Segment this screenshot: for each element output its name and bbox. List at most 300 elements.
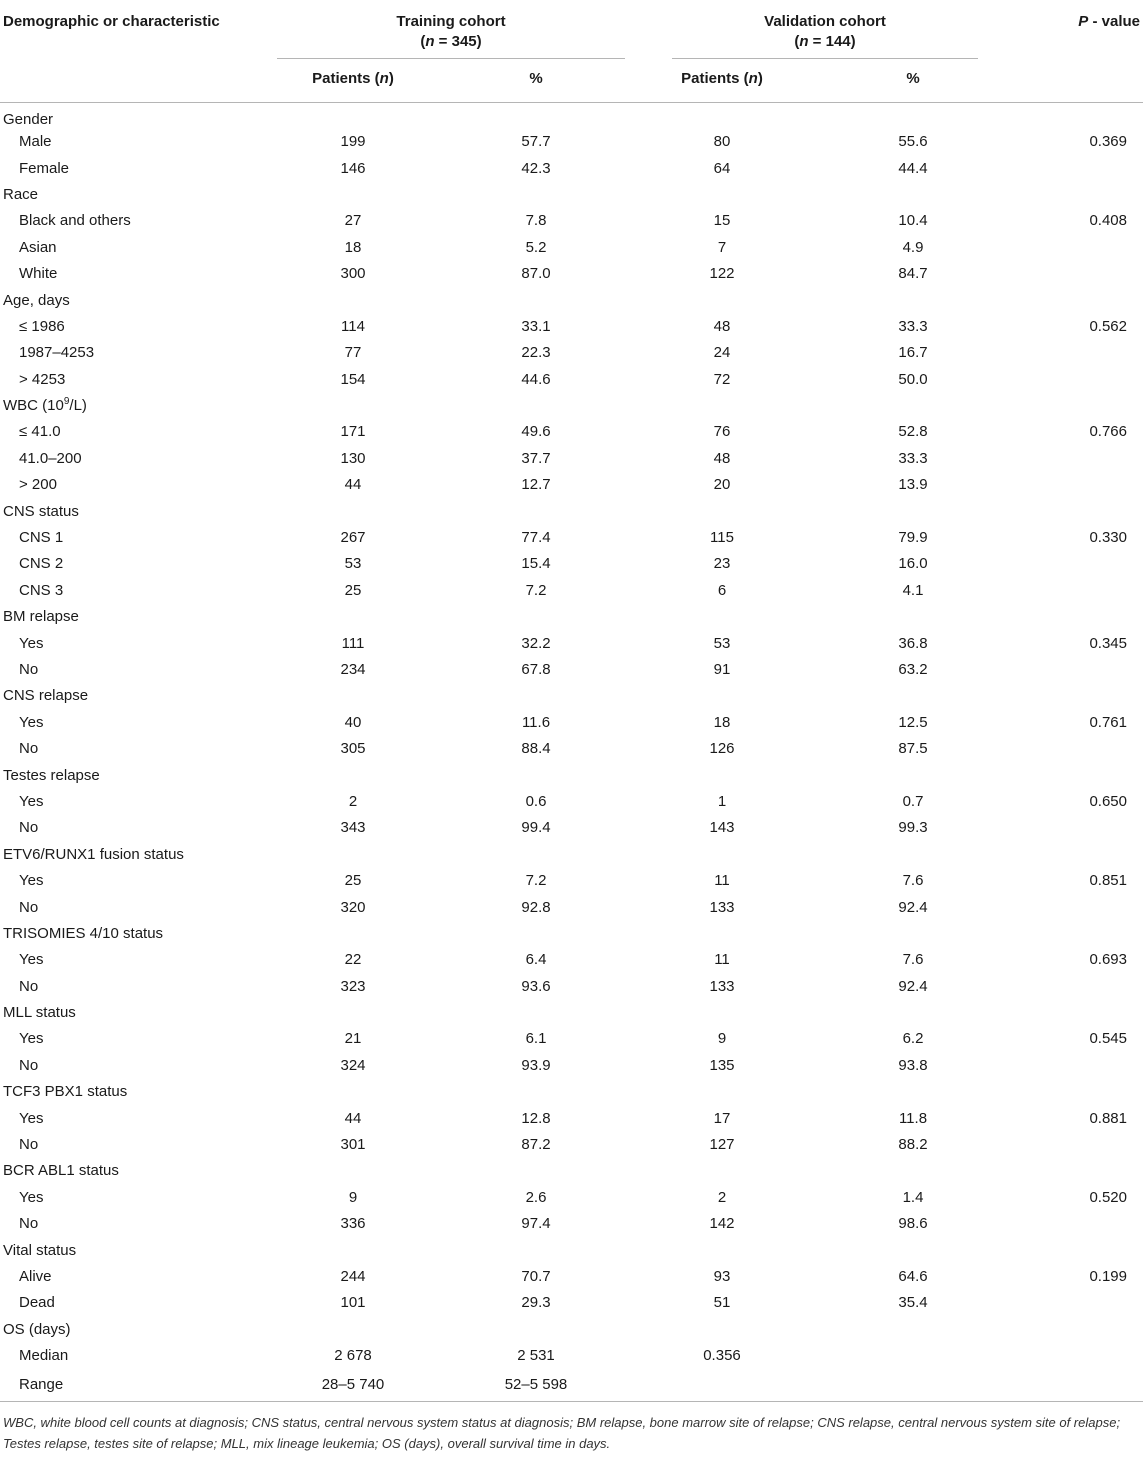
training-patients-cell: 27 <box>344 212 362 230</box>
training-patients-cell <box>268 287 438 313</box>
training-percent-cell: 92.8 <box>521 898 551 916</box>
table-section-row <box>0 1237 1143 1263</box>
validation-percent-cell: 16.7 <box>898 344 928 362</box>
validation-patients-cell: 72 <box>713 370 731 388</box>
validation-percent-cell: 33.3 <box>898 317 928 335</box>
validation-patients-cell <box>634 762 810 788</box>
row-label: Yes <box>19 713 44 731</box>
validation-percent-cell: 16.0 <box>898 555 928 573</box>
validation-percent-cell: 44.4 <box>898 159 928 177</box>
validation-patients-cell <box>634 498 810 524</box>
training-percent-cell: 2.6 <box>525 1188 547 1206</box>
validation-percent-cell <box>810 920 1016 946</box>
validation-patients-cell: 133 <box>709 898 735 916</box>
row-label: Median <box>19 1347 69 1365</box>
row-label: Yes <box>19 792 44 810</box>
training-patients-cell: 301 <box>340 1136 366 1154</box>
row-label: Yes <box>19 634 44 652</box>
training-percent-cell: 6.4 <box>525 951 547 969</box>
training-percent-cell <box>438 392 634 418</box>
validation-patients-cell <box>634 392 810 418</box>
p-value-cell <box>1016 181 1143 207</box>
validation-patients-cell: 126 <box>709 740 735 758</box>
row-label: Yes <box>19 1188 44 1206</box>
validation-percent-cell: 35.4 <box>898 1294 928 1312</box>
table-row <box>0 1342 1143 1368</box>
table-section-row <box>0 762 1143 788</box>
table-row <box>0 815 1143 841</box>
training-patients-cell: 130 <box>340 449 366 467</box>
p-value-cell <box>1016 656 1143 682</box>
training-percent-cell <box>438 102 634 129</box>
section-label: OS (days) <box>3 1320 71 1338</box>
p-value-cell <box>1016 366 1143 392</box>
validation-patients-cell: 133 <box>709 977 735 995</box>
validation-patients-cell: 48 <box>713 449 731 467</box>
validation-patients-cell: 135 <box>709 1056 735 1074</box>
training-percent-cell: 57.7 <box>521 133 551 151</box>
p-value-cell: 0.199 <box>1089 1267 1127 1285</box>
p-value-cell: 0.545 <box>1089 1030 1127 1048</box>
training-patients-cell: 146 <box>340 159 366 177</box>
header-training-percent: % <box>438 60 634 102</box>
table-section-row <box>0 920 1143 946</box>
validation-percent-cell: 93.8 <box>898 1056 928 1074</box>
training-patients-cell: 101 <box>340 1294 366 1312</box>
training-percent-cell <box>438 999 634 1025</box>
section-label: Testes relapse <box>3 766 100 784</box>
row-label: Yes <box>19 1109 44 1127</box>
training-percent-cell: 44.6 <box>521 370 551 388</box>
validation-patients-cell <box>634 102 810 129</box>
row-label: Asian <box>19 238 57 256</box>
validation-percent-cell: 11.8 <box>898 1109 928 1127</box>
validation-patients-cell: 93 <box>713 1267 731 1285</box>
table-section-row <box>0 999 1143 1025</box>
row-label: No <box>19 977 39 995</box>
validation-cohort-rule <box>672 58 978 59</box>
section-label: TRISOMIES 4/10 status <box>3 924 164 942</box>
validation-percent-cell: 12.5 <box>898 713 928 731</box>
section-label: CNS status <box>3 502 79 520</box>
training-patients-cell <box>268 1158 438 1184</box>
validation-patients-cell <box>634 683 810 709</box>
p-value-cell <box>1016 1131 1143 1157</box>
p-value-cell <box>1016 762 1143 788</box>
row-label: 1987–4253 <box>19 344 95 362</box>
validation-patients-cell <box>634 999 810 1025</box>
validation-percent-cell <box>810 181 1016 207</box>
section-label: BM relapse <box>3 608 79 626</box>
validation-patients-cell: 115 <box>710 529 734 547</box>
validation-percent-cell <box>810 1342 1016 1368</box>
validation-cohort-title: Validation cohort <box>764 13 886 30</box>
validation-percent-cell: 88.2 <box>898 1136 928 1154</box>
p-value-cell <box>1016 577 1143 603</box>
p-value-cell <box>1016 234 1143 260</box>
table-row <box>0 1184 1143 1210</box>
row-label: Female <box>19 159 70 177</box>
training-patients-cell: 111 <box>341 634 365 652</box>
p-value-cell <box>1016 999 1143 1025</box>
p-value-cell: 0.766 <box>1089 423 1127 441</box>
training-cohort-n: (n = 345) <box>420 33 482 50</box>
validation-percent-cell: 4.1 <box>902 581 924 599</box>
training-patients-cell: 234 <box>340 661 366 678</box>
table-row <box>0 419 1143 445</box>
p-value-cell <box>1016 472 1143 498</box>
training-percent-cell: 15.4 <box>521 555 551 573</box>
training-percent-cell: 99.4 <box>521 819 551 837</box>
p-value-cell <box>1016 1290 1143 1316</box>
validation-patients-cell <box>634 841 810 867</box>
p-value-cell <box>1016 102 1143 129</box>
validation-percent-cell <box>810 1237 1016 1263</box>
table-row <box>0 735 1143 761</box>
validation-patients-cell: 1 <box>717 792 727 810</box>
p-value-cell <box>1016 1079 1143 1105</box>
training-percent-cell: 7.8 <box>525 212 547 230</box>
table-section-row <box>0 1316 1143 1342</box>
row-label: ≤ 1986 <box>19 317 65 335</box>
training-patients-cell: 53 <box>344 555 362 573</box>
validation-patients-cell <box>634 1316 810 1342</box>
p-value-cell <box>1016 445 1143 471</box>
training-patients-cell: 77 <box>344 344 362 362</box>
header-validation-percent: % <box>810 60 1016 102</box>
training-percent-cell: 97.4 <box>521 1215 551 1233</box>
table-row <box>0 1211 1143 1237</box>
header-validation-patients: Patients (n) <box>634 60 810 102</box>
table-section-row <box>0 498 1143 524</box>
section-label: TCF3 PBX1 status <box>3 1083 128 1101</box>
p-value-cell <box>1016 920 1143 946</box>
row-label: CNS 3 <box>19 581 64 599</box>
training-patients-cell: 244 <box>340 1267 366 1285</box>
validation-patients-cell <box>634 920 810 946</box>
p-value-cell <box>1016 498 1143 524</box>
training-percent-cell <box>438 604 634 630</box>
validation-patients-cell: 11 <box>714 951 730 969</box>
validation-patients-cell: 80 <box>713 133 731 151</box>
training-patients-cell: 267 <box>340 529 366 547</box>
validation-percent-cell: 99.3 <box>898 819 928 837</box>
p-value-cell <box>1016 340 1143 366</box>
validation-percent-cell: 4.9 <box>902 238 924 256</box>
p-value-cell <box>1016 1052 1143 1078</box>
table-section-row <box>0 102 1143 129</box>
validation-percent-cell: 64.6 <box>898 1267 928 1285</box>
p-value-cell: 0.408 <box>1089 212 1127 230</box>
training-percent-cell: 93.9 <box>521 1056 551 1074</box>
table-row <box>0 1369 1143 1402</box>
validation-patients-cell: 2 <box>717 1188 727 1206</box>
training-percent-cell: 6.1 <box>525 1030 547 1048</box>
training-patients-cell: 2 678 <box>334 1347 372 1365</box>
training-percent-cell <box>438 683 634 709</box>
training-percent-cell: 2 531 <box>517 1347 555 1365</box>
training-percent-cell: 87.2 <box>521 1136 551 1154</box>
training-patients-cell <box>268 762 438 788</box>
table-section-row <box>0 604 1143 630</box>
p-value-cell <box>1016 683 1143 709</box>
validation-percent-cell: 10.4 <box>898 212 928 230</box>
p-value-cell: 0.881 <box>1089 1109 1127 1127</box>
row-label: CNS 1 <box>19 529 64 547</box>
validation-patients-cell: 91 <box>713 661 731 678</box>
validation-percent-cell: 55.6 <box>898 133 928 151</box>
table-row <box>0 129 1143 155</box>
training-percent-cell <box>438 841 634 867</box>
training-percent-cell: 52–5 598 <box>438 1369 634 1402</box>
table-row <box>0 1131 1143 1157</box>
training-patients-cell: 171 <box>340 423 366 441</box>
row-label: Alive <box>19 1267 52 1285</box>
training-percent-cell: 29.3 <box>521 1294 551 1312</box>
table-row <box>0 551 1143 577</box>
training-patients-cell: 28–5 740 <box>268 1369 438 1402</box>
p-value-cell <box>1016 1369 1143 1402</box>
section-label: Age, days <box>3 291 70 309</box>
validation-percent-cell: 13.9 <box>898 476 928 494</box>
table-row <box>0 340 1143 366</box>
training-patients-cell: 9 <box>348 1188 358 1206</box>
training-cohort-title: Training cohort <box>396 13 506 30</box>
training-percent-cell: 87.0 <box>521 265 551 283</box>
training-patients-cell: 22 <box>344 951 362 969</box>
table-row <box>0 630 1143 656</box>
training-percent-cell <box>438 1316 634 1342</box>
training-patients-cell: 44 <box>344 476 362 494</box>
training-percent-cell <box>438 762 634 788</box>
training-percent-cell: 32.2 <box>521 634 551 652</box>
validation-percent-cell <box>810 1158 1016 1184</box>
table-row <box>0 1052 1143 1078</box>
section-label: ETV6/RUNX1 fusion status <box>3 845 184 863</box>
validation-percent-cell <box>810 392 1016 418</box>
validation-patients-cell: 11 <box>714 872 730 890</box>
validation-percent-cell: 52.8 <box>898 423 928 441</box>
training-percent-cell <box>438 498 634 524</box>
training-percent-cell: 70.7 <box>521 1267 551 1285</box>
training-percent-cell: 49.6 <box>521 423 551 441</box>
section-label: Vital status <box>3 1241 77 1259</box>
table-row <box>0 1290 1143 1316</box>
training-patients-cell: 305 <box>340 740 366 758</box>
row-label: > 200 <box>19 476 57 494</box>
training-percent-cell: 22.3 <box>521 344 551 362</box>
validation-percent-cell: 7.6 <box>902 951 924 969</box>
header-characteristic: Demographic or characteristic <box>3 13 220 30</box>
p-value-cell <box>1016 392 1143 418</box>
row-label: 41.0–200 <box>19 449 82 467</box>
validation-patients-cell <box>634 1158 810 1184</box>
validation-patients-cell: 23 <box>713 555 731 573</box>
validation-percent-cell: 6.2 <box>902 1030 924 1048</box>
validation-patients-cell: 15 <box>713 212 731 230</box>
training-percent-cell: 11.6 <box>521 713 551 731</box>
row-label: Range <box>0 1369 268 1402</box>
validation-patients-cell: 48 <box>713 317 731 335</box>
validation-patients-cell: 127 <box>709 1136 735 1154</box>
table-row <box>0 894 1143 920</box>
p-value-cell: 0.693 <box>1089 951 1127 969</box>
training-patients-cell <box>268 1079 438 1105</box>
section-label: CNS relapse <box>3 687 89 705</box>
table-section-row <box>0 181 1143 207</box>
validation-patients-cell <box>634 1079 810 1105</box>
table-row <box>0 788 1143 814</box>
training-patients-cell: 300 <box>340 265 366 283</box>
table-section-row <box>0 392 1143 418</box>
row-label: No <box>19 1215 39 1233</box>
validation-percent-cell <box>810 762 1016 788</box>
validation-patients-cell <box>634 1369 810 1402</box>
row-label: White <box>19 265 58 283</box>
training-percent-cell: 12.7 <box>521 476 551 494</box>
validation-percent-cell: 98.6 <box>898 1215 928 1233</box>
p-value-cell: 0.562 <box>1089 317 1127 335</box>
p-value-cell: 0.330 <box>1089 529 1127 547</box>
row-label: No <box>19 1056 39 1074</box>
table-row <box>0 313 1143 339</box>
p-value-cell: 0.345 <box>1089 634 1127 652</box>
table-row <box>0 577 1143 603</box>
row-label: No <box>19 898 39 916</box>
p-value-cell <box>1016 735 1143 761</box>
training-cohort-rule <box>277 58 625 59</box>
training-patients-cell <box>268 920 438 946</box>
validation-patients-cell: 0.356 <box>703 1347 741 1365</box>
row-label: No <box>19 819 39 837</box>
training-patients-cell <box>268 683 438 709</box>
training-patients-cell: 320 <box>340 898 366 916</box>
validation-percent-cell <box>810 604 1016 630</box>
training-patients-cell: 21 <box>344 1030 362 1048</box>
training-patients-cell <box>268 392 438 418</box>
training-patients-cell <box>268 604 438 630</box>
p-value-cell <box>1016 841 1143 867</box>
row-label: Yes <box>19 1030 44 1048</box>
table-row <box>0 234 1143 260</box>
table-row <box>0 1105 1143 1131</box>
table-row <box>0 867 1143 893</box>
training-percent-cell: 42.3 <box>521 159 551 177</box>
p-value-cell <box>1016 1316 1143 1342</box>
validation-patients-cell <box>634 181 810 207</box>
validation-percent-cell <box>810 1316 1016 1342</box>
training-percent-cell: 88.4 <box>521 740 551 758</box>
header-training-cohort <box>268 0 634 60</box>
training-patients-cell <box>268 102 438 129</box>
validation-patients-cell <box>634 287 810 313</box>
section-label: WBC $(10^9/L)$ <box>3 396 87 415</box>
p-value-cell <box>1016 287 1143 313</box>
validation-cohort-n: (n = 144) <box>794 33 856 50</box>
table-row <box>0 524 1143 550</box>
validation-percent-cell: 84.7 <box>898 265 928 283</box>
table-row <box>0 260 1143 286</box>
header-training-patients: Patients (n) <box>268 60 438 102</box>
validation-patients-cell: 76 <box>713 423 731 441</box>
row-label: Yes <box>19 951 44 969</box>
section-label: MLL status <box>3 1004 76 1022</box>
validation-patients-cell: 6 <box>717 581 727 599</box>
validation-patients-cell: 142 <box>709 1215 735 1233</box>
training-patients-cell <box>268 1237 438 1263</box>
table-section-row <box>0 287 1143 313</box>
training-percent-cell: 37.7 <box>521 449 551 467</box>
validation-percent-cell: 92.4 <box>898 977 928 995</box>
validation-percent-cell: 1.4 <box>902 1188 924 1206</box>
validation-percent-cell <box>810 287 1016 313</box>
table-row <box>0 445 1143 471</box>
training-patients-cell: 336 <box>340 1215 366 1233</box>
validation-patients-cell: 143 <box>709 819 735 837</box>
training-patients-cell: 2 <box>348 792 358 810</box>
p-value-cell <box>1016 1211 1143 1237</box>
validation-percent-cell <box>810 1369 1016 1402</box>
training-patients-cell: 324 <box>340 1056 366 1074</box>
row-label: ≤ 41.0 <box>19 423 61 441</box>
table-row <box>0 1026 1143 1052</box>
p-value-cell <box>1016 815 1143 841</box>
validation-patients-cell <box>634 1237 810 1263</box>
training-percent-cell: 93.6 <box>521 977 551 995</box>
table-row <box>0 709 1143 735</box>
validation-percent-cell <box>810 1079 1016 1105</box>
row-label: No <box>19 1136 39 1154</box>
row-label: CNS 2 <box>19 555 64 573</box>
training-patients-cell: 323 <box>340 977 366 995</box>
table-row <box>0 366 1143 392</box>
row-label: > 4253 <box>19 370 66 388</box>
row-label: Black and others <box>19 212 131 230</box>
training-patients-cell <box>268 181 438 207</box>
table-section-row <box>0 1079 1143 1105</box>
p-value-cell <box>1016 260 1143 286</box>
training-patients-cell <box>268 498 438 524</box>
training-percent-cell: 5.2 <box>525 238 547 256</box>
training-percent-cell: 33.1 <box>521 317 551 335</box>
training-patients-cell: 18 <box>344 238 362 256</box>
p-value-cell: 0.520 <box>1089 1188 1127 1206</box>
training-percent-cell <box>438 920 634 946</box>
section-label: Race <box>3 185 39 203</box>
validation-patients-cell: 24 <box>713 344 731 362</box>
validation-percent-cell <box>810 102 1016 129</box>
row-label: Male <box>19 133 52 151</box>
validation-patients-cell: 9 <box>717 1030 727 1048</box>
validation-percent-cell: 50.0 <box>898 370 928 388</box>
header-validation-cohort <box>634 0 1016 60</box>
table-row <box>0 1263 1143 1289</box>
validation-percent-cell: 63.2 <box>898 661 928 678</box>
training-percent-cell: 12.8 <box>521 1109 551 1127</box>
validation-percent-cell <box>810 683 1016 709</box>
table-section-row <box>0 1158 1143 1184</box>
p-value-cell <box>1016 551 1143 577</box>
validation-percent-cell: 92.4 <box>898 898 928 916</box>
training-patients-cell: 40 <box>344 713 362 731</box>
training-percent-cell: 0.6 <box>525 792 547 810</box>
section-label: BCR ABL1 status <box>3 1162 119 1180</box>
p-value-cell <box>1016 155 1143 181</box>
validation-percent-cell: 36.8 <box>898 634 928 652</box>
validation-percent-cell <box>810 841 1016 867</box>
table-footnote: WBC, white blood cell counts at diagnosis; CNS status, central nervous system status at diagnosis; BM relapse, bone marrow site of relapse; CNS relapse, central nervous system site of relapse; Testes relapse, testes site of relapse; MLL, mix lineage leukemia; OS (days), overall survival time in days. <box>3 1415 1121 1451</box>
validation-patients-cell: 64 <box>713 159 731 177</box>
